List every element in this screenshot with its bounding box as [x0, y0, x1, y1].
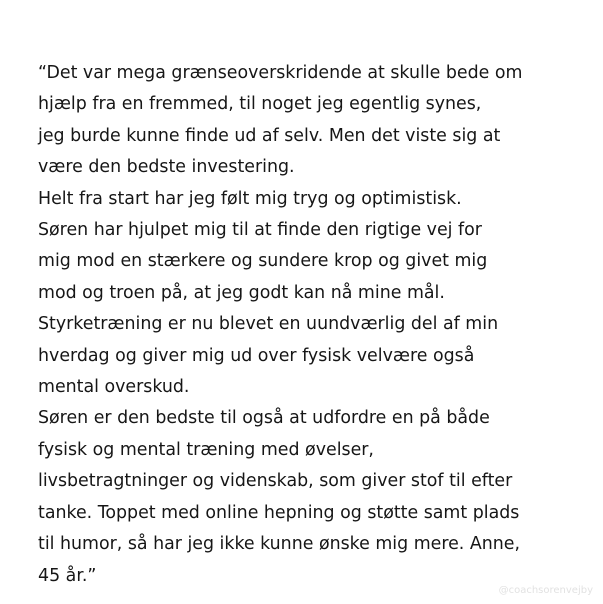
- watermark: [499, 585, 593, 596]
- quote-line: “Det var mega grænseoverskridende at skulle bede om: [38, 63, 523, 83]
- quote-line: mig mod en stærkere og sundere krop og givet mig: [38, 251, 488, 272]
- quote-line: Helt fra start har jeg følt mig tryg og optimistisk.: [38, 188, 462, 209]
- quote-line: mental overskud.: [38, 377, 190, 398]
- quote-line: til humor, så har jeg ikke kunne ønske mig mere. Anne,: [38, 534, 521, 555]
- testimonial-quote: [38, 58, 578, 592]
- quote-line: hverdag og giver mig ud over fysisk velvære også: [38, 345, 475, 366]
- quote-line: tanke. Toppet med online hepning og støtte samt plads: [38, 502, 520, 523]
- watermark-text: @coachsorenvejby: [498, 585, 593, 596]
- quote-line: fysisk og mental træning med øvelser,: [38, 439, 374, 460]
- quote-line: Søren er den bedste til også at udfordre en på både: [38, 408, 490, 429]
- quote-line: Styrketræning er nu blevet en uundværlig del af min: [38, 314, 499, 335]
- quote-line: jeg burde kunne finde ud af selv. Men det viste sig at: [38, 125, 501, 146]
- quote-line: Søren har hjulpet mig til at finde den rigtige vej for: [38, 220, 482, 241]
- quote-line: 45 år.”: [38, 565, 97, 586]
- quote-line: være den bedste investering.: [38, 157, 295, 178]
- quote-line: hjælp fra en fremmed, til noget jeg egentlig synes,: [38, 94, 482, 115]
- quote-line: mod og troen på, at jeg godt kan nå mine mål.: [38, 282, 445, 303]
- quote-line: livsbetragtninger og videnskab, som giver stof til efter: [38, 471, 513, 492]
